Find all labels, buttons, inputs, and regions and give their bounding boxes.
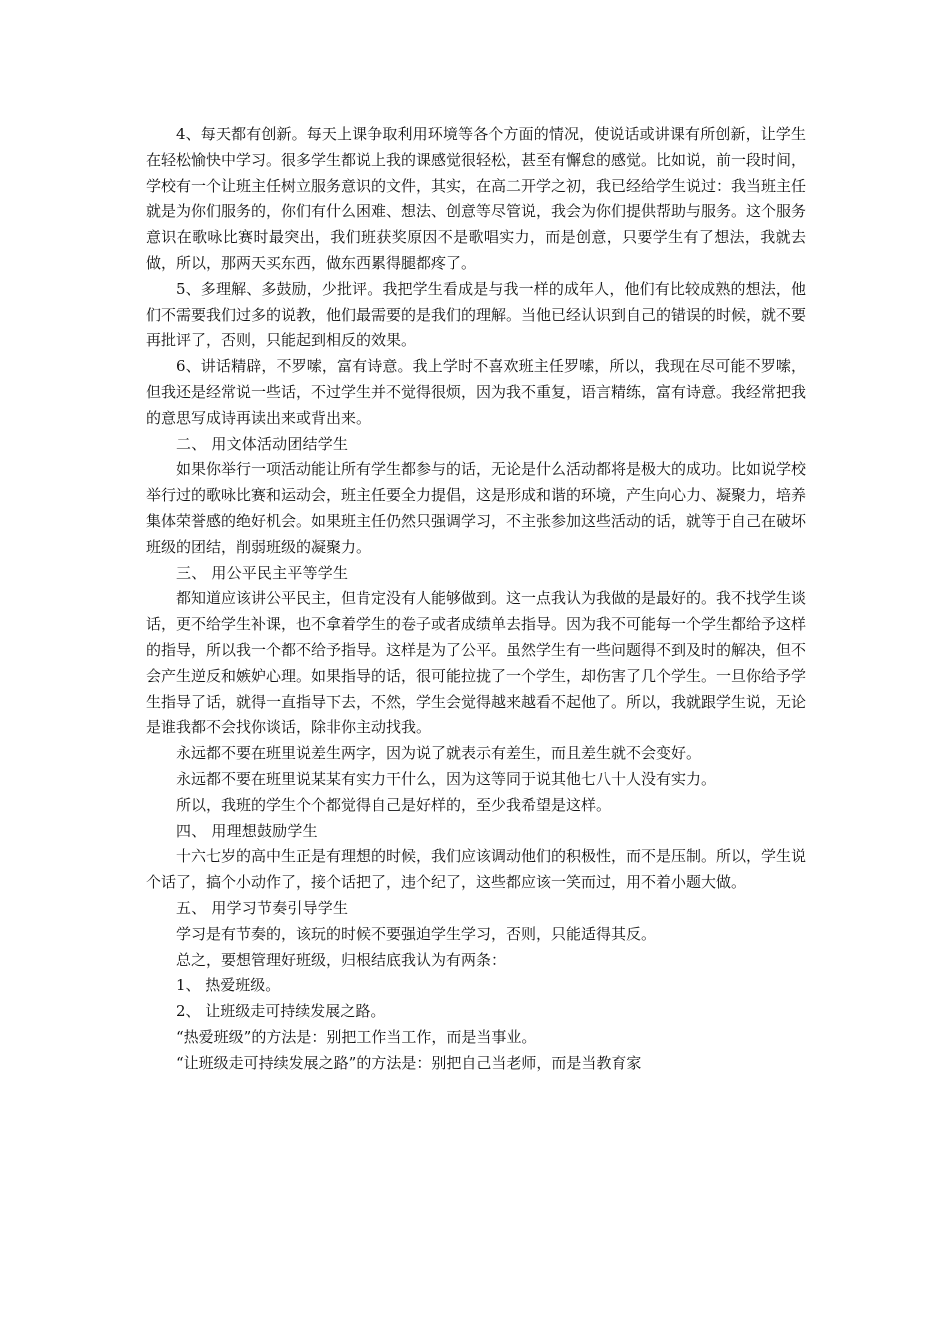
list-item-2: 2、 让班级走可持续发展之路。 <box>176 1002 386 1021</box>
paragraph-fairness: 都知道应该讲公平民主，但肯定没有人能够做到。这一点我认为我做的是最好的。我不找学生谈话，更不给学生补课，也不拿着学生的卷子或者成绩单去指导。因为我不可能每一个学生都给予这样的指导，所以我一个都不给予指导。这样是为了公平。虽然学生有一些问题得不到及时的解决，但不会产生逆反和嫉妒心理。如果指导的话，很可能拉拢了一个学生，却伤害了几个学生。一旦你给予学生指导了话，就得一直指导下去，不然，学生会觉得越来越看不起他了。所以，我就跟学生说，无论是谁我都不会找你谈话，除非你主动找我。 <box>146 589 807 737</box>
paragraph-innovation: 4、每天都有创新。每天上课争取利用环境等各个方面的情况，使说话或讲课有所创新，让学生在轻松愉快中学习。很多学生都说上我的课感觉很轻松，甚至有懈怠的感觉。比如说，前一段时间，学校有一个让班主任树立服务意识的文件，其实，在高二开学之初，我已经给学生说过：我当班主任就是为你们服务的，你们有什么困难、想法、创意等尽管说，我会为你们提供帮助与服务。这个服务意识在歌咏比赛时最突出，我们班获奖原因不是歌唱实力，而是创意，只要学生有了想法，我就去做，所以，那两天买东西，做东西累得腿都疼了。 <box>146 125 807 272</box>
paragraph-ideals: 十六七岁的高中生正是有理想的时候，我们应该调动他们的积极性，而不是压制。所以，学生说个话了，搞个小动作了，接个话把了，违个纪了，这些都应该一笑而过，用不着小题大做。 <box>146 847 807 892</box>
section-heading-5: 五、 用学习节奏引导学生 <box>176 898 349 917</box>
paragraph-never-capable: 永远都不要在班里说某某有实力干什么，因为这等同于说其他七八十人没有实力。 <box>176 769 717 788</box>
paragraph-concise-speech: 6、讲话精辟，不罗嗦，富有诗意。我上学时不喜欢班主任罗嗦，所以，我现在尽可能不罗嗦，但我还是经常说一些话，不过学生并不觉得很烦，因为我不重复，语言精练，富有诗意。我经常把我的意思写成诗再读出来或背出来。 <box>146 357 807 427</box>
paragraph-conclusion-students: 所以，我班的学生个个都觉得自己是好样的，至少我希望是这样。 <box>176 795 612 814</box>
paragraph-rhythm: 学习是有节奏的，该玩的时候不要强迫学生学习，否则，只能适得其反。 <box>176 924 657 943</box>
paragraph-activities: 如果你举行一项活动能让所有学生都参与的话，无论是什么活动都将是极大的成功。比如说学校举行过的歌咏比赛和运动会，班主任要全力提倡，这是形成和谐的环境，产生向心力、凝聚力，培养集体荣誉感的绝好机会。如果班主任仍然只强调学习，不主张参加这些活动的话，就等于自己在破坏班级的团结，削弱班级的凝聚力。 <box>146 460 807 556</box>
section-heading-4: 四、 用理想鼓励学生 <box>176 821 318 840</box>
document-body <box>146 122 806 1076</box>
paragraph-summary: 总之，要想管理好班级，归根结底我认为有两条： <box>176 950 507 969</box>
paragraph-never-poor-students: 永远都不要在班里说差生两字，因为说了就表示有差生，而且差生就不会变好。 <box>176 744 702 763</box>
list-item-1: 1、 热爱班级。 <box>176 976 281 995</box>
paragraph-method-1: “热爱班级”的方法是：别把工作当工作，而是当事业。 <box>176 1027 537 1046</box>
paragraph-method-2: “让班级走可持续发展之路”的方法是：别把自己当老师，而是当教育家 <box>176 1053 642 1072</box>
section-heading-2: 二、 用文体活动团结学生 <box>176 434 349 453</box>
section-heading-3: 三、 用公平民主平等学生 <box>176 563 349 582</box>
paragraph-understanding: 5、多理解、多鼓励，少批评。我把学生看成是与我一样的成年人，他们有比较成熟的想法，他们不需要我们过多的说教，他们最需要的是我们的理解。当他已经认识到自己的错误的时候，就不要再批评了，否则，只能起到相反的效果。 <box>146 279 807 350</box>
